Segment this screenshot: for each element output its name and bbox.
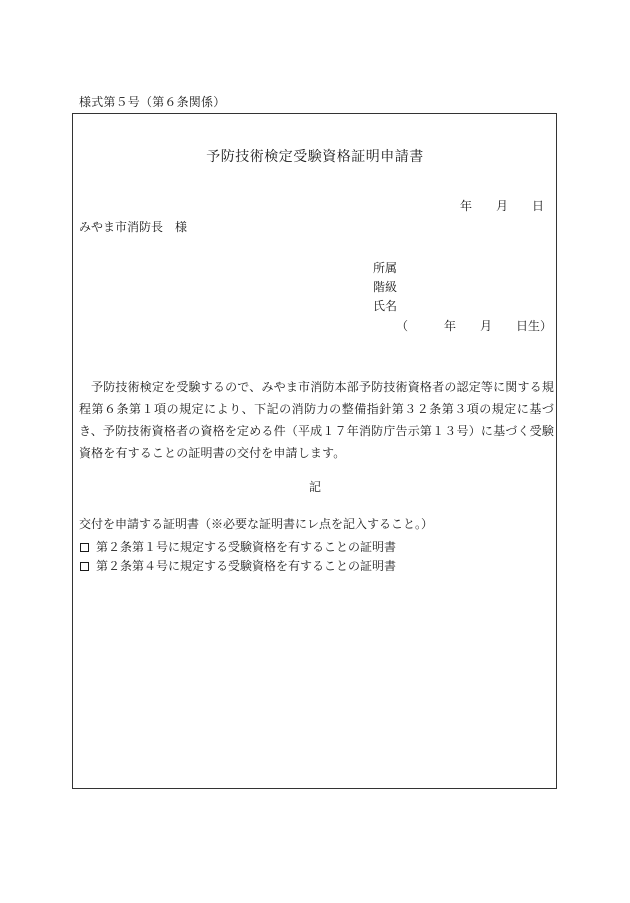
- application-date: 年 月 日: [459, 199, 544, 213]
- addressee: みやま市消防長 様: [79, 220, 188, 234]
- ki-heading: 記: [308, 480, 321, 494]
- certificate-option-1[interactable]: [79, 541, 396, 553]
- certificate-option-label: 第２条第４号に規定する受験資格を有することの証明書: [96, 559, 397, 573]
- birth-date-line: （ 年 月 日生）: [395, 319, 552, 333]
- application-body-text: 予防技術検定を受験するので、みやま市消防本部予防技術資格者の認定等に関する規程第６条第１項の規定により、下記の消防力の整備指針第３２条第３項の規定に基づき、予防技術資格者の資格を定める件（平成１７年消防庁告示第１３号）に基づく受験資格を有することの証明書の交付を申請します。: [79, 380, 554, 460]
- rank-label: 階級: [373, 280, 398, 294]
- name-label: 氏名: [373, 299, 398, 313]
- document-title: 予防技術検定受験資格証明申請書: [206, 149, 424, 165]
- affiliation-label: 所属: [373, 261, 398, 275]
- form-number: 様式第５号（第６条関係）: [79, 95, 226, 109]
- checkbox-icon[interactable]: [80, 562, 89, 571]
- certificate-option-2[interactable]: [79, 560, 396, 572]
- checkbox-icon[interactable]: [80, 543, 89, 552]
- certificate-list-heading: 交付を申請する証明書（※必要な証明書にレ点を記入すること。）: [79, 517, 434, 531]
- certificate-option-label: 第２条第１号に規定する受験資格を有することの証明書: [96, 540, 397, 554]
